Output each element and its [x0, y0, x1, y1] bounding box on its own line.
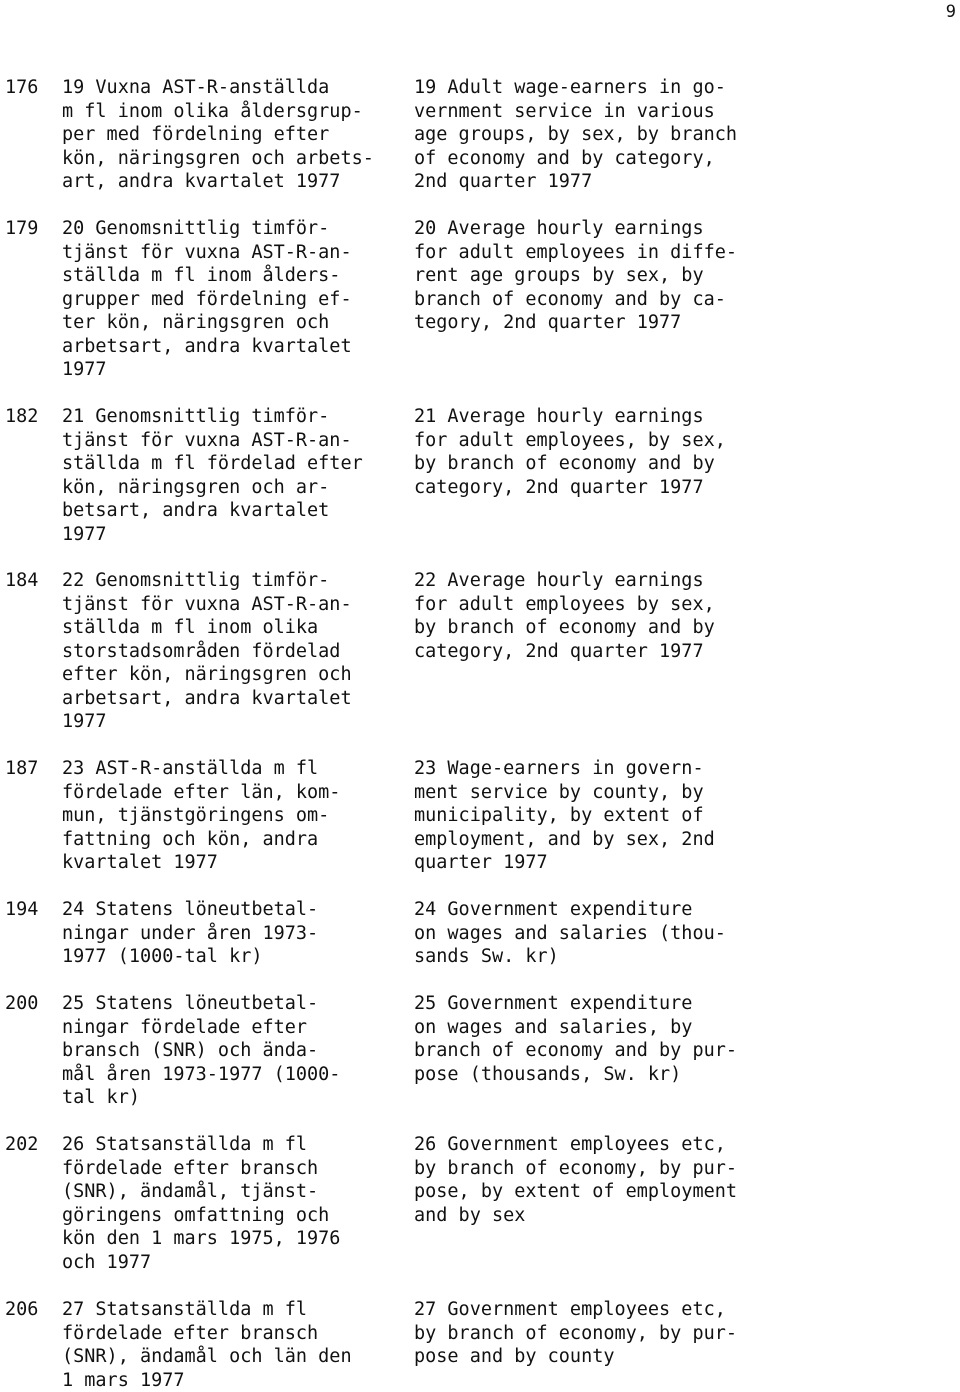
- toc-page-number: 184: [5, 570, 39, 591]
- toc-title-swedish: 24 Statens löneutbetal- ningar under åren 1973- 1977 (1000-tal kr): [62, 899, 319, 967]
- toc-title-swedish: 21 Genomsnittlig timför- tjänst för vuxna AST-R-an- ställda m fl fördelad efter kön, näringsgren och ar- betsart, andra kvartalet 1977: [62, 406, 363, 545]
- toc-title-english: 25 Government expenditure on wages and salaries, by branch of economy and by pur- pose (thousands, Sw. kr): [414, 993, 738, 1085]
- toc-title-swedish: 23 AST-R-anställda m fl fördelade efter län, kom- mun, tjänstgöringens om- fattning och kön, andra kvartalet 1977: [62, 758, 341, 873]
- toc-page-number: 202: [5, 1134, 39, 1155]
- toc-page-number: 182: [5, 406, 39, 427]
- toc-title-english: 20 Average hourly earnings for adult employees in diffe- rent age groups by sex, by branch of economy and by ca- tegory, 2nd quarter 1977: [414, 218, 738, 333]
- toc-title-swedish: 19 Vuxna AST-R-anställda m fl inom olika åldersgrup- per med fördelning efter kön, näringsgren och arbets- art, andra kvartalet 1977: [62, 77, 374, 192]
- toc-title-swedish: 20 Genomsnittlig timför- tjänst för vuxna AST-R-an- ställda m fl inom ålders- grupper med fördelning ef- ter kön, näringsgren och arbetsart, andra kvartalet 1977: [62, 218, 352, 380]
- toc-title-english: 27 Government employees etc, by branch of economy, by pur- pose and by county: [414, 1299, 738, 1367]
- toc-title-english: 24 Government expenditure on wages and salaries (thou- sands Sw. kr): [414, 899, 726, 967]
- toc-title-english: 22 Average hourly earnings for adult employees by sex, by branch of economy and by category, 2nd quarter 1977: [414, 570, 715, 662]
- toc-title-english: 21 Average hourly earnings for adult employees, by sex, by branch of economy and by category, 2nd quarter 1977: [414, 406, 726, 498]
- toc-page-number: 206: [5, 1299, 39, 1320]
- toc-page-number: 179: [5, 218, 39, 239]
- toc-title-swedish: 22 Genomsnittlig timför- tjänst för vuxna AST-R-an- ställda m fl inom olika storstadsområden fördelad efter kön, näringsgren och arbetsart, andra kvartalet 1977: [62, 570, 352, 732]
- toc-title-swedish: 25 Statens löneutbetal- ningar fördelade efter bransch (SNR) och ända- mål åren 1973-1977 (1000- tal kr): [62, 993, 341, 1108]
- page-number: 9: [945, 2, 956, 22]
- toc-page-number: 176: [5, 77, 39, 98]
- toc-title-swedish: 26 Statsanställda m fl fördelade efter bransch (SNR), ändamål, tjänst- göringens omfattning och kön den 1 mars 1975, 1976 och 1977: [62, 1134, 341, 1273]
- toc-page-number: 200: [5, 993, 39, 1014]
- toc-title-english: 19 Adult wage-earners in go- vernment service in various age groups, by sex, by branch of economy and by category, 2nd quarter 1977: [414, 77, 738, 192]
- toc-title-english: 23 Wage-earners in govern- ment service by county, by municipality, by extent of employment, and by sex, 2nd quarter 1977: [414, 758, 715, 873]
- toc-title-swedish: 27 Statsanställda m fl fördelade efter bransch (SNR), ändamål och län den 1 mars 1977: [62, 1299, 352, 1391]
- toc-title-english: 26 Government employees etc, by branch of economy, by pur- pose, by extent of employment and by sex: [414, 1134, 738, 1226]
- toc-page-number: 187: [5, 758, 39, 779]
- toc-page-number: 194: [5, 899, 39, 920]
